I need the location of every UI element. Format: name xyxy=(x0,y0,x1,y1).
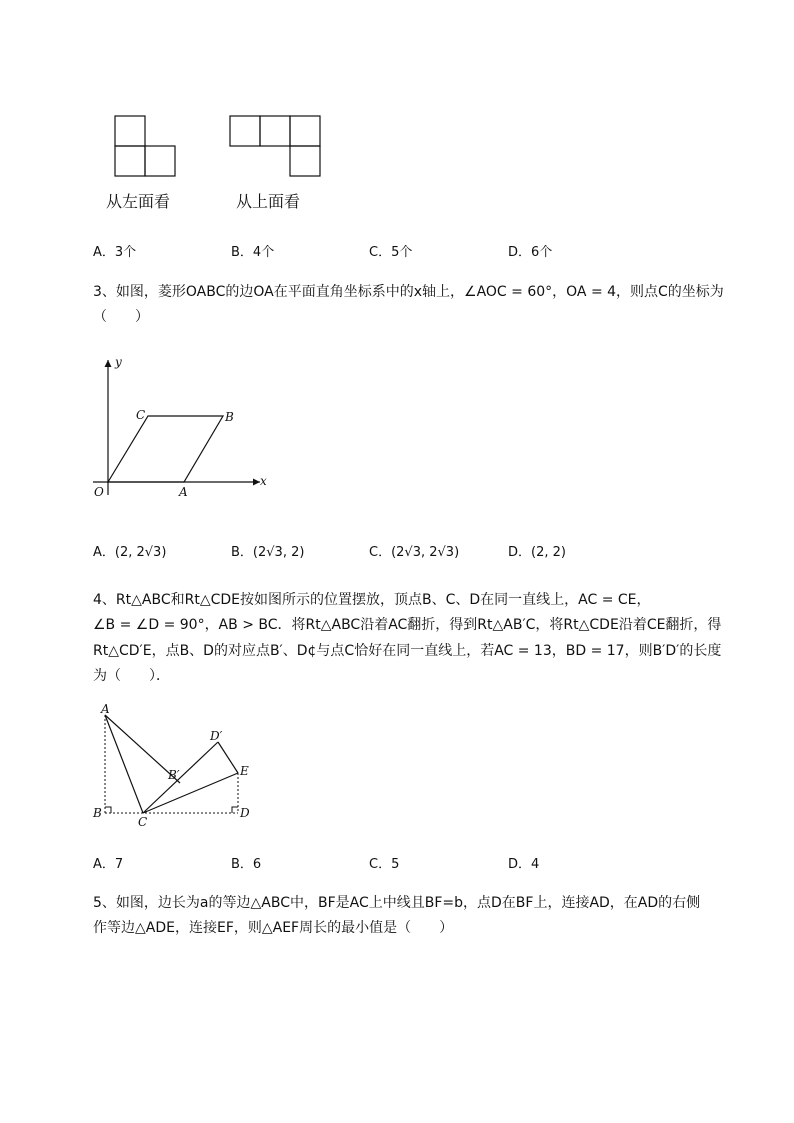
q3-label-y: y xyxy=(115,355,122,369)
q2-option-d: D．6个 xyxy=(508,245,553,260)
q4-option-b: B．6 xyxy=(231,857,262,872)
q4-option-a: A．7 xyxy=(93,857,124,872)
q3-option-a: A．(2, 2√3) xyxy=(93,545,167,560)
q4-option-c: C．5 xyxy=(369,857,400,872)
q4-stem-line2: ∠B = ∠D = 90°，AB > BC．将Rt△ABC沿着AC翻折，得到Rt△AB′C，将Rt△CDE沿着CE翻折，得 xyxy=(93,617,722,633)
q3-label-x: x xyxy=(260,474,267,488)
q3-stem-line2: （ ） xyxy=(93,309,149,325)
q4-label-d-prime: D′ xyxy=(210,729,223,743)
q5-stem-line2: 作等边△ADE，连接EF，则△AEF周长的最小值是（ ） xyxy=(93,920,454,936)
q3-label-a: A xyxy=(179,485,188,499)
q3-option-b: B．(2√3, 2) xyxy=(231,545,305,560)
q4-stem-line4: 为（ ）． xyxy=(93,668,170,684)
q4-stem-line3: Rt△CD′E，点B、D的对应点B′、D¢与点C恰好在同一直线上，若AC = 13，BD = 17，则B′D′的长度 xyxy=(93,643,722,659)
q3-label-o: O xyxy=(94,485,104,499)
top-view-caption: 从上面看 xyxy=(236,192,301,211)
top-view-figure xyxy=(225,112,325,182)
q4-option-d: D．4 xyxy=(508,857,540,872)
q4-label-b-prime: B′ xyxy=(168,768,180,782)
q2-option-c: C．5个 xyxy=(369,245,413,260)
q4-label-d: D xyxy=(240,806,250,820)
q4-label-e: E xyxy=(240,764,249,778)
q4-label-b: B xyxy=(93,806,102,820)
left-view-figure xyxy=(110,112,182,182)
left-view-caption: 从左面看 xyxy=(106,192,171,211)
q4-stem-line1: 4、Rt△ABC和Rt△CDE按如图所示的位置摆放，顶点B、C、D在同一直线上，AC = CE， xyxy=(93,592,651,608)
q4-triangles-figure xyxy=(88,703,258,833)
q2-option-a: A．3个 xyxy=(93,245,137,260)
q4-label-c: C xyxy=(138,815,148,829)
q3-coordinate-figure xyxy=(88,350,278,500)
q3-option-c: C．(2√3, 2√3) xyxy=(369,545,460,560)
q3-option-d: D．(2, 2) xyxy=(508,545,566,560)
q2-option-b: B．4个 xyxy=(231,245,275,260)
q5-stem-line1: 5、如图，边长为a的等边△ABC中，BF是AC上中线且BF=b，点D在BF上，连接AD，在AD的右侧 xyxy=(93,895,701,911)
q3-label-c: C xyxy=(136,408,146,422)
q3-stem-line1: 3、如图，菱形OABC的边OA在平面直角坐标系中的x轴上，∠AOC = 60°，OA = 4，则点C的坐标为 xyxy=(93,284,724,300)
q3-label-b: B xyxy=(225,410,234,424)
q4-label-a: A xyxy=(101,703,110,716)
